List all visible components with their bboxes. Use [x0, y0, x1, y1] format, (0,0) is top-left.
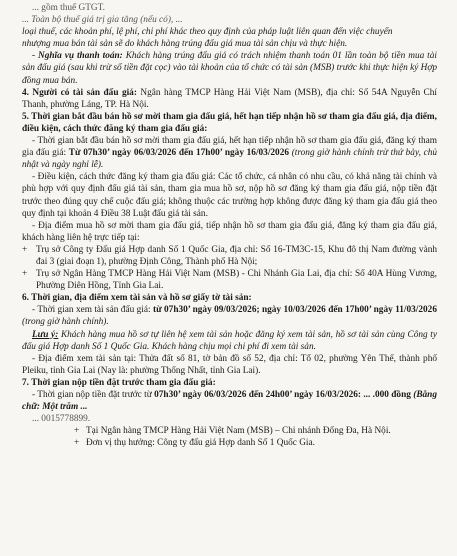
vat-note: ... Toàn bộ thuế giá trị gia tăng (nếu có), ... — [22, 15, 183, 26]
section-7-account: ... 0015778899. — [32, 414, 91, 425]
location-1-text: Trụ sở Công ty Đấu giá Hợp danh Số 1 Quốc Gia, địa chỉ: Số 16-TM3C-15, Khu đô thị Nam đường vành đai 3 (giai đoạn 1), phường Định Công, Thành phố Hà Nội; — [36, 244, 437, 267]
location-item-2 — [22, 268, 437, 292]
section-4-text: Ngân hàng TMCP Hàng Hải Việt Nam (MSB), địa chỉ: Số 54A Nguyễn Chí Thanh, phường Láng, TP. Hà Nội. — [22, 87, 437, 110]
section-5-paragraph-1 — [22, 135, 437, 171]
section-6-paragraph-2: - Địa điểm xem tài sản tại: Thửa đất số 81, tờ bản đồ số 52, địa chỉ: Tổ 02, phường Yên Thế, thành phố Pleiku, tỉnh Gia Lai (Nay là: phường Thống Nhất, tỉnh Gia Lai). — [22, 353, 437, 376]
text-line-vat — [22, 14, 437, 26]
section-6-paragraph-1 — [22, 304, 437, 328]
payment-obligation-text: Khách hàng trúng đấu giá có trách nhiệm thanh toán 01 lần toàn bộ tiền mua tài sản đấu giá (sau khi trừ số tiền đặt cọc) vào tài khoản của tổ chức có tài sản (MSB) trước khi thực hiện ký Hợp đồng mua bán. — [22, 51, 437, 86]
bank-item-2-text: Đơn vị thụ hưởng: Công ty đấu giá Hợp danh Số 1 Quốc Gia. — [86, 438, 315, 449]
buyer-text: nhượng mua bán tài sản sẽ do khách hàng trúng đấu giá mua tài sản chịu và thực hiện. — [22, 39, 348, 50]
section-5-heading: 5. Thời gian bắt đầu bán hồ sơ mời tham gia đấu giá, hết hạn tiếp nhận hồ sơ tham gia đấu giá, địa điểm, điều kiện, cách thức đăng ký tham gia đấu giá: — [22, 111, 437, 134]
text-line-fees — [22, 26, 437, 38]
bank-item-1 — [22, 425, 437, 437]
text-line-tax — [22, 2, 437, 14]
deposit-amount: : ... .000 đồng — [357, 390, 414, 400]
section-5-p1-dates: Từ 07h30’ ngày 06/03/2026 đến 17h00’ ngày 16/03/2026 — [68, 148, 290, 159]
tax-note: ... gồm thuế GTGT. — [32, 3, 105, 13]
text-line-buyer — [22, 38, 437, 50]
section-7-p1-text: - Thời gian nộp tiền đặt trước từ — [32, 390, 155, 400]
payment-obligation-label: - Nghĩa vụ thanh toán: — [32, 51, 123, 62]
section-5-paragraph-3: - Địa điểm mua hồ sơ mời tham gia đấu giá, tiếp nhận hồ sơ tham gia đấu giá, đăng ký tham gia đấu giá, khách hàng liên hệ trực tiếp tại: — [22, 220, 437, 243]
plus-marker: + — [22, 269, 28, 280]
section-6-p1-dates: từ 07h30’ ngày 09/03/2026; ngày 10/03/2026 đến 17h00’ ngày 11/03/2026 — [152, 305, 437, 316]
bank-item-2 — [22, 437, 437, 449]
section-7-heading: 7. Thời gian nộp tiền đặt trước tham gia đấu giá: — [22, 377, 216, 388]
note-text: Khách hàng mua hồ sơ tự liên hệ xem tài sản hoặc đăng ký xem tài sản, hồ sơ tài sản cùng Công ty đấu giá Hợp danh Số 1 Quốc Gia. Khách hàng chịu mọi chi phí đi xem tài sản. — [22, 329, 438, 352]
bank-item-1-text: Tại Ngân hàng TMCP Hàng Hải Việt Nam (MSB) – Chi nhánh Đống Đa, Hà Nội. — [86, 426, 391, 437]
section-5-paragraph-2: - Điều kiện, cách thức đăng ký tham gia đấu giá: Các tổ chức, cá nhân có nhu cầu, có khả năng tài chính và phù hợp với quy định đấu giá tài sản, tham gia mua hồ sơ, nộp hồ sơ đăng ký tham gia đấu giá, nộp tiền đặt trước theo đúng quy chế cuộc đấu giá; không thuộc các trường hợp không được đăng ký tham gia đấu giá theo quy định tại khoản 4 Điều 38 Luật đấu giá tài sản. — [22, 172, 437, 219]
location-item-1 — [22, 244, 437, 268]
plus-marker: + — [74, 426, 80, 437]
section-6-heading: 6. Thời gian, địa điểm xem tài sản và hồ sơ giấy tờ tài sản: — [22, 293, 252, 304]
section-6-p1-text: - Thời gian xem tài sản đấu giá: — [32, 305, 153, 316]
section-6-note — [22, 329, 437, 353]
deposit-words: (Bằng chữ: Một trăm ... — [22, 390, 437, 413]
note-label: Lưu ý: — [32, 329, 59, 340]
plus-marker: + — [22, 244, 28, 255]
section-6-p1-note: (trong giờ hành chính). — [22, 317, 109, 328]
section-4 — [22, 87, 437, 111]
section-7-p1-dates: 07h30’ ngày 06/03/2026 đến 24h00’ ngày 16/03/2026 — [154, 390, 358, 400]
plus-marker: + — [74, 438, 80, 449]
section-4-label: 4. Người có tài sản đấu giá: — [22, 87, 137, 98]
location-2-text: Trụ sở Ngân Hàng TMCP Hàng Hải Việt Nam (MSB) - Chi Nhánh Gia Lai, địa chỉ: Số 40A Hùng Vương, Phường Diên Hồng, Tỉnh Gia Lai. — [36, 269, 437, 292]
section-7-paragraph-1 — [22, 389, 437, 413]
fees-text: loại thuế, các khoản phí, lệ phí, chi phí khác theo quy định của pháp luật liên quan đến việc chuyển — [22, 27, 393, 38]
payment-obligation — [22, 50, 437, 86]
section-5-p1-text: - Thời gian bắt đầu bán hồ sơ mời tham gia đấu giá, hết hạn tiếp nhận hồ sơ tham gia đấu giá, đăng ký tham gia đấu giá: — [22, 136, 437, 159]
section-5-p1-note: (trong giờ hành chính trừ thứ bảy, chủ nhật và ngày nghỉ lễ). — [22, 148, 437, 171]
